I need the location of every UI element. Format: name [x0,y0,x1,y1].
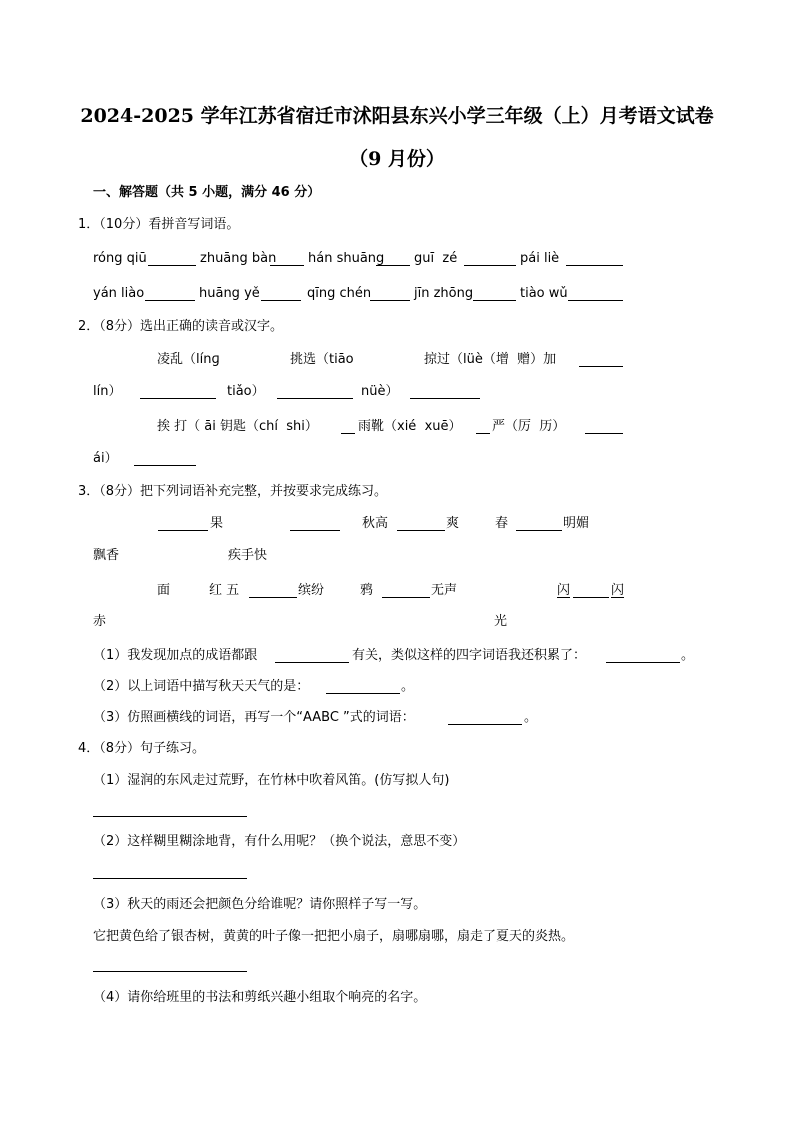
q1-answer-blank[interactable] [566,265,623,266]
q1-answer-blank[interactable] [464,265,516,266]
q1-answer-blank[interactable] [370,300,410,301]
q2-item: 挨 打（ āi 钥匙（chí shi） [157,419,318,434]
q4-answer-line[interactable] [93,878,247,879]
q1-answer-blank[interactable] [261,300,301,301]
q3-word-part: 秋高 [362,516,389,531]
q3-word-part: 鸦 [360,583,374,598]
q4-answer-line[interactable] [93,971,247,972]
q1-pinyin-10: tiào wǔ [520,286,568,301]
q3-word-part: 春 [495,516,509,531]
q3-answer-blank[interactable] [397,530,445,531]
q1-pinyin-4: guī zé [414,251,458,266]
q3-subquestion-2: （2）以上词语中描写秋天天气的是： [93,679,310,694]
q3-word-part: 无声 [431,583,458,598]
q2-item: 严（厉 历） [492,419,566,434]
q2-answer-blank[interactable] [277,398,353,399]
q3-word-part: 赤 [93,614,107,629]
q3-answer-blank[interactable] [573,597,609,598]
q3-underlined-word: 闪 [611,583,625,598]
q1-pinyin-1: róng qiū [93,251,147,266]
q3-answer-blank[interactable] [448,724,522,725]
q2-item: 雨靴（xié xuē） [358,419,462,434]
q4-answer-line[interactable] [93,816,247,817]
q3-subquestion-2-end: 。 [401,679,415,694]
q1-pinyin-2: zhuāng bàn [200,251,277,266]
q2-answer-blank[interactable] [341,433,355,434]
q3-word-part: 红 五 [209,583,240,598]
exam-title: 2024-2025 学年江苏省宿迁市沭阳县东兴小学三年级（上）月考语文试卷 [80,105,714,127]
q2-item: 挑选（tiāo [290,352,354,367]
q3-word-part: 果 [210,516,224,531]
q1-pinyin-5: pái liè [520,251,560,266]
q2-item: 掠过（lüè（增 赠）加 [424,352,557,367]
q3-subquestion-3: （3）仿照画横线的词语，再写一个“AABC ”式的词语： [93,710,415,725]
q3-answer-blank[interactable] [158,530,208,531]
q1-pinyin-8: qīng chén [307,286,372,301]
q1-pinyin-9: jīn zhōng [414,286,474,301]
q3-answer-blank[interactable] [606,662,680,663]
exam-subtitle: （9 月份） [349,148,445,170]
q3-answer-blank[interactable] [249,597,297,598]
q2-answer-blank[interactable] [579,366,623,367]
q3-subquestion-1: （1）我发现加点的成语都跟 [93,648,258,663]
q3-word-part: 飘香 [93,548,120,563]
q2-answer-blank[interactable] [410,398,480,399]
q3-stem: 3．（8分）把下列词语补充完整，并按要求完成练习。 [78,484,388,499]
q3-word-part: 光 [494,614,508,629]
q3-answer-blank[interactable] [326,693,400,694]
q2-answer-blank[interactable] [140,398,216,399]
q2-stem: 2．（8分）选出正确的读音或汉字。 [78,319,284,334]
q4-subquestion-3: （3）秋天的雨还会把颜色分给谁呢？请你照样子写一写。 [93,897,427,912]
q4-example-sentence: 它把黄色给了银杏树，黄黄的叶子像一把把小扇子，扇哪扇哪，扇走了夏天的炎热。 [93,929,575,944]
q1-answer-blank[interactable] [568,300,623,301]
q3-subquestion-1-cont: 有关，类似这样的四字词语我还积累了： [352,648,587,663]
q2-answer-blank[interactable] [476,433,490,434]
q3-answer-blank[interactable] [516,530,562,531]
q3-word-part: 明媚 [563,516,590,531]
q3-subquestion-3-end: 。 [524,710,538,725]
q2-item: lín） [93,384,122,399]
q3-answer-blank[interactable] [275,662,349,663]
q3-word-part: 疾手快 [228,548,268,563]
q1-answer-blank[interactable] [473,300,516,301]
q2-answer-blank[interactable] [134,465,196,466]
q2-item: ái） [93,451,118,466]
q4-subquestion-4: （4）请你给班里的书法和剪纸兴趣小组取个响亮的名字。 [93,990,427,1005]
q4-stem: 4．（8分）句子练习。 [78,741,206,756]
q1-pinyin-7: huāng yě [199,286,260,301]
section-header: 一、解答题（共 5 小题，满分 46 分） [93,185,321,200]
q1-answer-blank[interactable] [376,265,410,266]
q1-answer-blank[interactable] [148,265,196,266]
q3-word-part: 面 [157,583,171,598]
q1-stem: 1．（10分）看拼音写词语。 [78,217,240,232]
q3-subquestion-1-end: 。 [681,648,695,663]
q2-item: nüè） [361,384,399,399]
q3-word-part: 缤纷 [298,583,325,598]
q1-pinyin-6: yán liào [93,286,145,301]
q1-answer-blank[interactable] [145,300,195,301]
q1-pinyin-3: hán shuāng [308,251,385,266]
q1-answer-blank[interactable] [270,265,304,266]
q3-answer-blank[interactable] [290,530,340,531]
q2-item: tiǎo） [227,384,265,399]
q4-subquestion-1: （1）湿润的东风走过荒野，在竹林中吹着风笛。(仿写拟人句) [93,773,450,788]
q3-answer-blank[interactable] [382,597,430,598]
q3-underlined-word: 闪 [557,583,571,598]
q3-word-part: 爽 [446,516,460,531]
q2-answer-blank[interactable] [585,433,623,434]
q2-item: 凌乱（línɡ [157,352,220,367]
q4-subquestion-2: （2）这样糊里糊涂地背，有什么用呢？（换个说法，意思不变） [93,834,466,849]
